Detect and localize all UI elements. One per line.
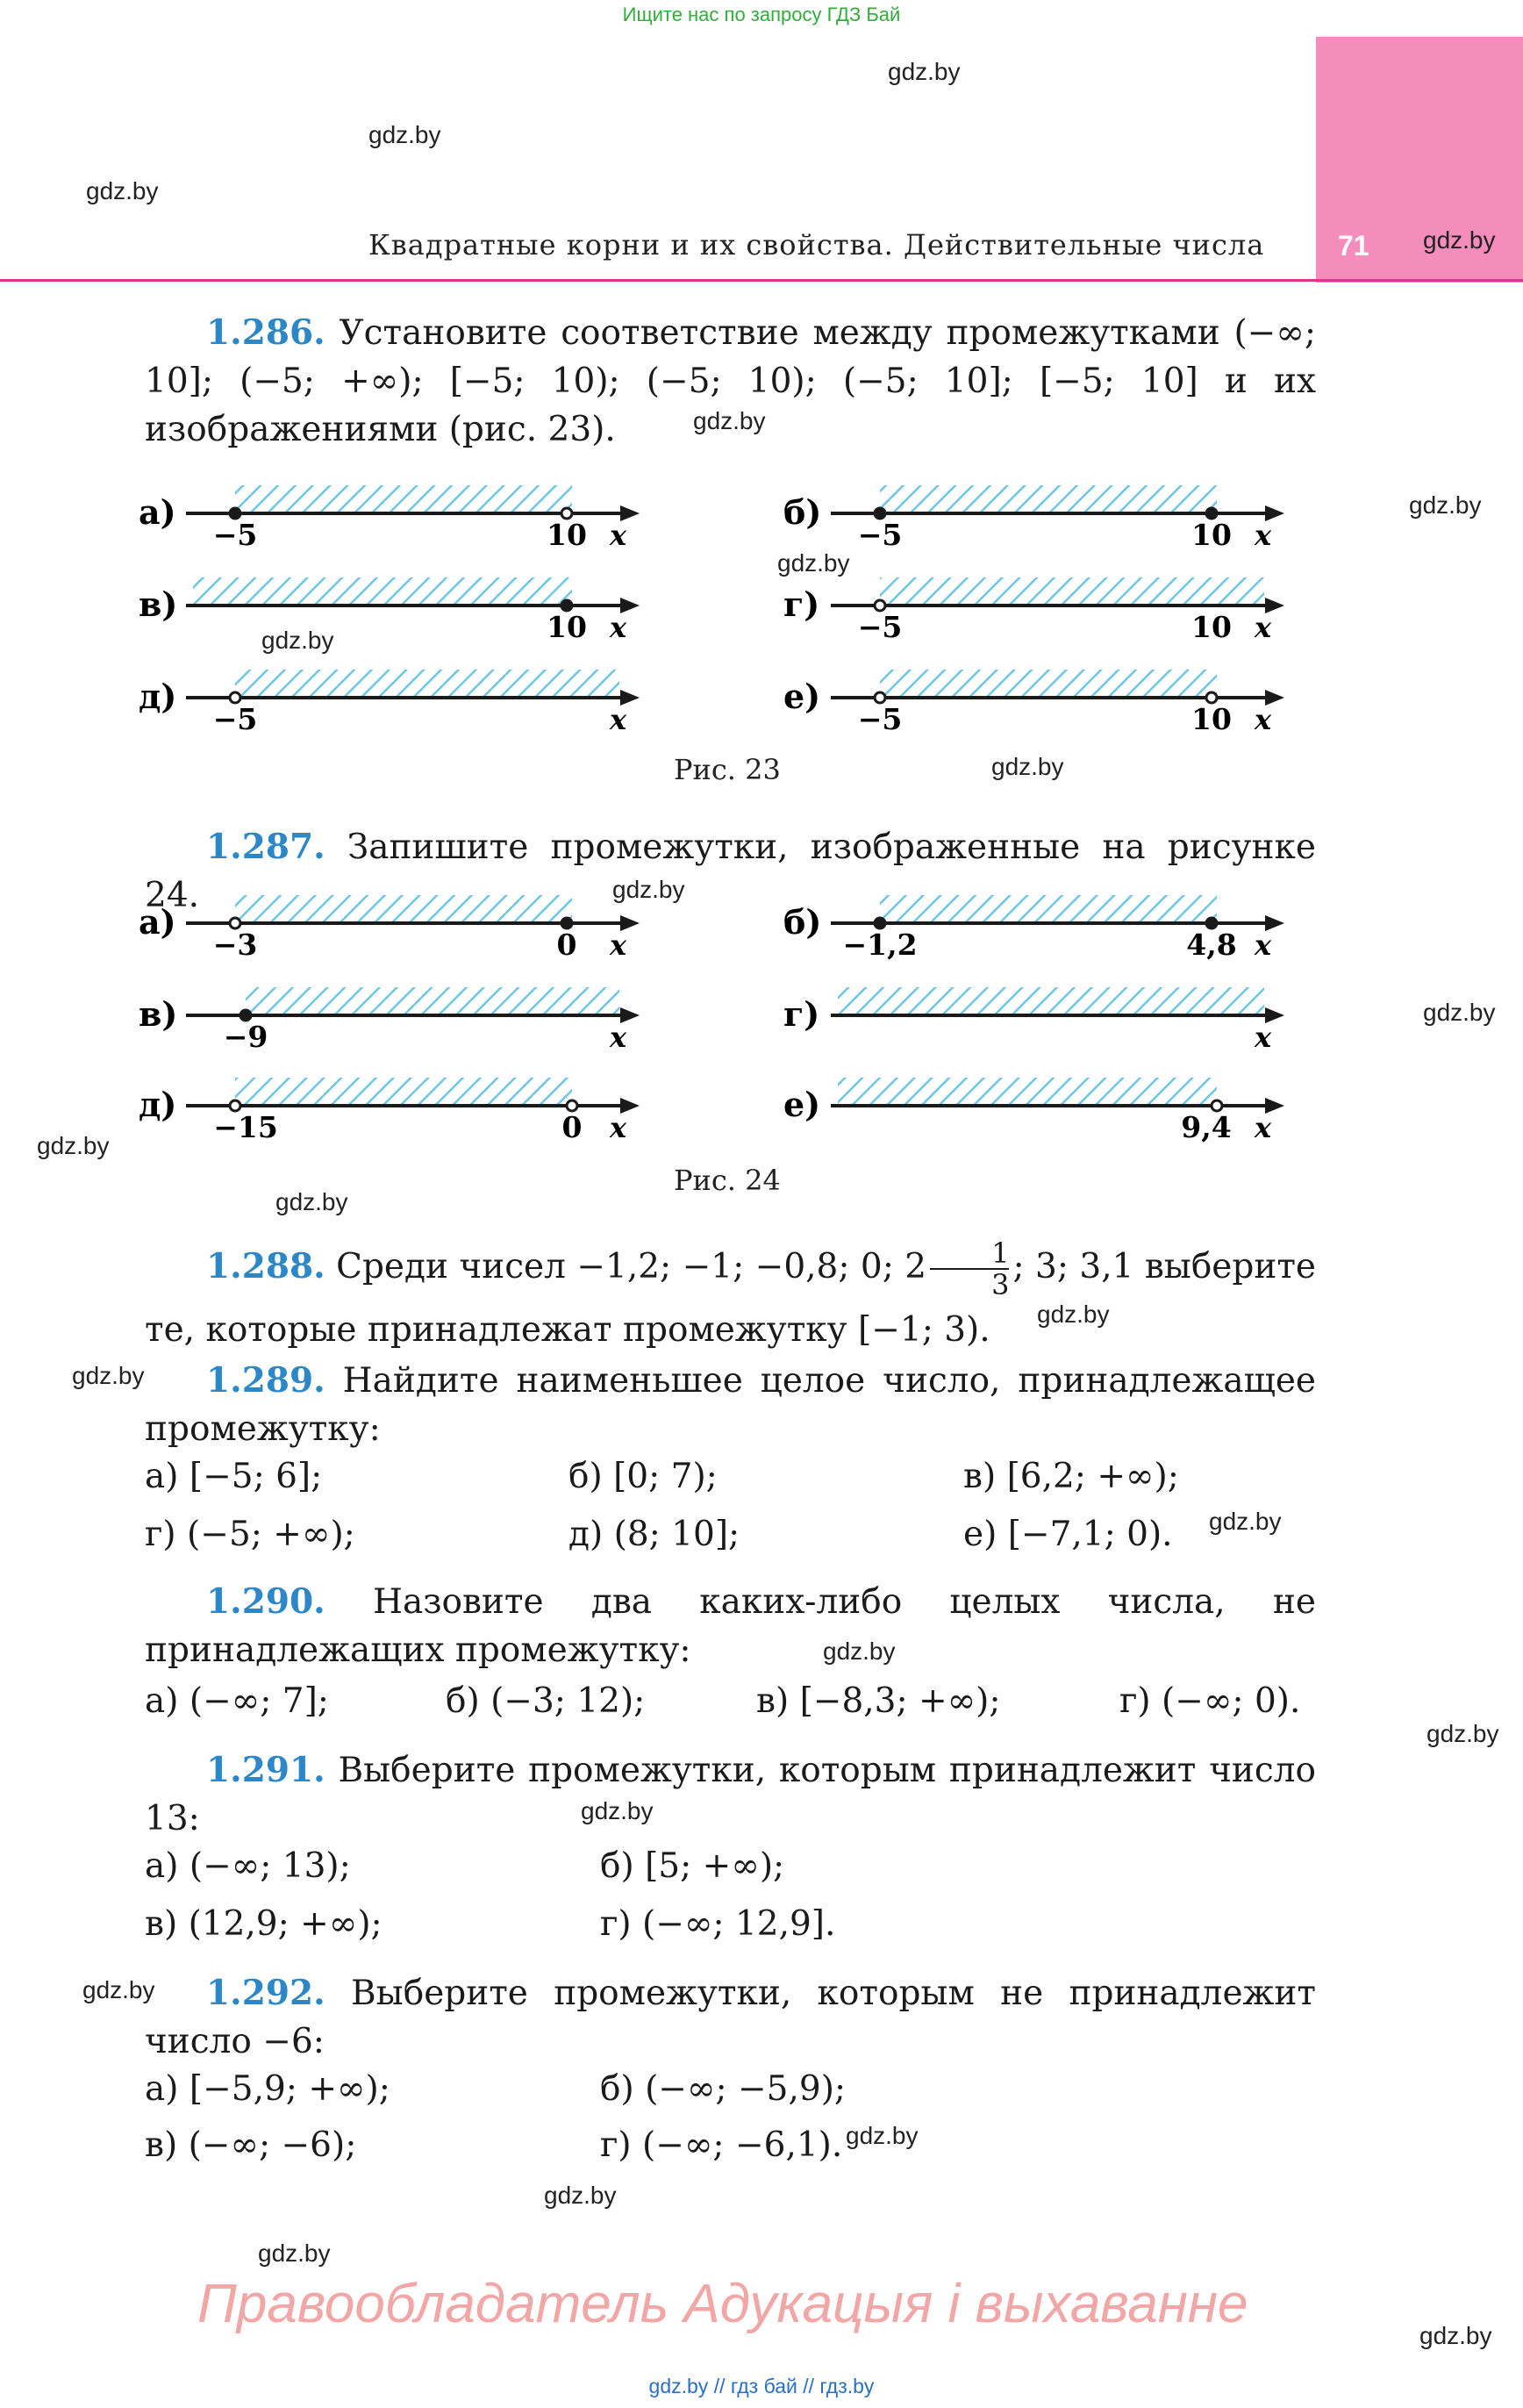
- number-line: [783, 895, 1284, 962]
- left-label: −5: [857, 610, 903, 644]
- answer-item: б) [5; +∞);: [600, 1846, 785, 1886]
- left-label: −15: [213, 1110, 278, 1144]
- number-line: [783, 485, 1284, 552]
- right-label: 10: [547, 518, 587, 552]
- fraction-denominator: 3: [930, 1268, 1009, 1300]
- axis-label: x: [1255, 1111, 1272, 1144]
- exercise-1291: [145, 1746, 1316, 1843]
- figure-23: [132, 474, 1316, 755]
- bottom-banner[interactable]: gdz.by // гдз бай // гдз.by: [648, 2375, 875, 2397]
- line-letter: д): [139, 1085, 177, 1124]
- line-letter: г): [783, 994, 820, 1034]
- line-letter: а): [139, 492, 176, 532]
- answer-item: в) (12,9; +∞);: [145, 1904, 383, 1944]
- hatch-region: [838, 1078, 1217, 1104]
- right-label: 0: [556, 928, 577, 962]
- number-line: [783, 577, 1284, 644]
- exercise-number: 1.287.: [206, 827, 325, 867]
- answer-item: г) (−∞; 12,9].: [600, 1904, 836, 1944]
- hatch-region: [235, 485, 572, 512]
- line-letter: г): [783, 584, 820, 624]
- left-label: −5: [857, 518, 903, 552]
- axis-label: x: [1255, 1021, 1272, 1054]
- line-letter: е): [783, 1085, 821, 1124]
- answer-item: а) (−∞; 13);: [145, 1846, 351, 1886]
- copyright-notice: Правообладатель Адукацыя і выхаванне: [197, 2274, 1248, 2334]
- line-letter: в): [139, 994, 178, 1034]
- axis-label: x: [610, 703, 627, 736]
- exercise-1292: [145, 1969, 1316, 2066]
- figure-24: [132, 886, 1316, 1176]
- exercise-number: 1.288.: [206, 1246, 325, 1286]
- axis-label: x: [1255, 928, 1272, 962]
- figure-caption: Рис. 24: [674, 1164, 781, 1197]
- left-label: −9: [223, 1020, 268, 1054]
- exercise-text: Найдите наименьшее целое число, принадлежащее промежутку:: [145, 1361, 1317, 1449]
- axis-label: x: [610, 611, 627, 644]
- exercise-text: ; 3; 3,1 выберите те, которые принадлежат промежутку [−1; 3).: [145, 1247, 1316, 1350]
- right-label: 9,4: [1181, 1110, 1232, 1144]
- watermark: gdz.by: [86, 177, 159, 204]
- answer-item: а) (−∞; 7];: [145, 1681, 329, 1721]
- hatch-region: [880, 670, 1217, 696]
- page-number: 71: [1338, 230, 1369, 262]
- fraction-numerator: 1: [991, 1236, 1010, 1270]
- answer-item: б) (−3; 12);: [446, 1681, 646, 1721]
- left-label: −5: [212, 702, 258, 736]
- watermark: gdz.by: [991, 753, 1064, 780]
- left-label: −1,2: [842, 928, 918, 962]
- watermark: gdz.by: [1423, 226, 1496, 254]
- answer-item: г) (−∞; 0).: [1119, 1681, 1301, 1721]
- hatch-region: [235, 1078, 572, 1104]
- number-line: [139, 987, 640, 1054]
- header-divider: [0, 279, 1523, 282]
- line-letter: а): [139, 902, 176, 942]
- exercise-1289: [145, 1357, 1316, 1453]
- right-label: 10: [1191, 702, 1232, 736]
- right-label: 4,8: [1186, 928, 1237, 962]
- hatch-region: [246, 987, 619, 1014]
- watermark: gdz.by: [72, 1362, 145, 1389]
- watermark: gdz.by: [368, 121, 441, 148]
- answer-item: г) (−5; +∞);: [145, 1515, 355, 1554]
- number-line: [139, 485, 640, 552]
- watermark: gdz.by: [693, 407, 766, 434]
- exercise-number: 1.286.: [206, 312, 325, 353]
- exercise-1290: [145, 1578, 1316, 1674]
- watermark: gdz.by: [777, 549, 850, 577]
- number-line: [139, 577, 640, 644]
- number-line: [139, 1078, 640, 1144]
- exercise-1286: [145, 309, 1316, 454]
- line-letter: б): [783, 902, 822, 942]
- watermark: gdz.by: [581, 1797, 654, 1824]
- axis-label: x: [1255, 611, 1272, 644]
- number-line: [783, 1078, 1284, 1144]
- exercise-text: Выберите промежутки, которым принадлежит число 13:: [145, 1751, 1317, 1838]
- answer-item: а) [−5,9; +∞);: [145, 2069, 390, 2109]
- watermark: gdz.by: [888, 58, 961, 85]
- answer-item: в) (−∞; −6);: [145, 2125, 357, 2165]
- watermark: gdz.by: [258, 2240, 331, 2267]
- answer-item: г) (−∞; −6,1).: [600, 2125, 843, 2165]
- top-banner[interactable]: Ищите нас по запросу ГДЗ Бай: [622, 4, 901, 25]
- watermark: gdz.by: [544, 2182, 617, 2209]
- exercise-text: Выберите промежутки, которым не принадлежит число −6:: [145, 1974, 1316, 2061]
- watermark: gdz.by: [261, 627, 334, 654]
- exercise-text: Среди чисел −1,2; −1; −0,8; 0; 2: [336, 1247, 927, 1286]
- exercise-text: Установите соответствие между промежутками (−∞; 10]; (−5; +∞); [−5; 10); (−5; 10); (−5; 10]; [−5; 10] и их изображениями (рис. 23).: [145, 313, 1316, 449]
- watermark: gdz.by: [1209, 1508, 1282, 1535]
- axis-label: x: [1255, 519, 1272, 552]
- running-head: Квадратные корни и их свойства. Действительные числа: [368, 228, 1265, 262]
- exercise-text: Назовите два каких-либо целых числа, не принадлежащих промежутку:: [145, 1582, 1316, 1670]
- exercise-number: 1.289.: [206, 1360, 325, 1401]
- axis-label: x: [610, 1021, 627, 1054]
- exercise-number: 1.292.: [206, 1973, 325, 2013]
- hatch-region: [880, 895, 1217, 921]
- fraction: [930, 1238, 1009, 1300]
- hatch-region: [880, 577, 1264, 604]
- answer-item: е) [−7,1; 0).: [963, 1515, 1173, 1554]
- line-letter: е): [783, 677, 821, 716]
- exercise-1288: [145, 1236, 1316, 1361]
- number-line: [783, 670, 1284, 736]
- line-letter: б): [783, 492, 822, 532]
- answer-item: д) (8; 10];: [568, 1515, 740, 1554]
- axis-label: x: [610, 519, 627, 552]
- watermark: gdz.by: [823, 1638, 896, 1665]
- number-line: [139, 895, 640, 962]
- watermark: gdz.by: [1423, 999, 1496, 1026]
- number-line: [783, 987, 1284, 1054]
- left-label: −5: [857, 702, 903, 736]
- exercise-text: Запишите промежутки, изображенные на рисунке 24.: [145, 828, 1317, 915]
- axis-label: x: [610, 928, 627, 962]
- hatch-region: [235, 670, 619, 696]
- watermark: gdz.by: [1419, 2322, 1492, 2349]
- watermark: gdz.by: [846, 2122, 919, 2149]
- left-label: −5: [212, 518, 258, 552]
- answer-item: б) [0; 7);: [568, 1457, 718, 1496]
- axis-label: x: [1255, 703, 1272, 736]
- answer-item: б) (−∞; −5,9);: [600, 2069, 847, 2109]
- hatch-region: [235, 895, 572, 921]
- answer-item: в) [6,2; +∞);: [963, 1457, 1179, 1496]
- line-letter: д): [139, 677, 177, 716]
- watermark: gdz.by: [82, 1976, 155, 2003]
- answer-item: в) [−8,3; +∞);: [756, 1681, 1001, 1721]
- figure-caption: Рис. 23: [674, 753, 781, 786]
- hatch-region: [838, 987, 1264, 1014]
- right-label: 10: [547, 610, 587, 644]
- axis-label: x: [610, 1111, 627, 1144]
- watermark: gdz.by: [37, 1132, 110, 1159]
- watermark: gdz.by: [1409, 491, 1482, 519]
- exercise-number: 1.291.: [206, 1750, 325, 1790]
- watermark: gdz.by: [612, 876, 685, 903]
- answer-item: а) [−5; 6];: [145, 1457, 323, 1496]
- watermark: gdz.by: [275, 1188, 348, 1215]
- hatch-region: [193, 577, 572, 604]
- right-label: 0: [561, 1110, 583, 1144]
- left-label: −3: [212, 928, 258, 962]
- line-letter: в): [139, 584, 178, 624]
- exercise-number: 1.290.: [206, 1581, 325, 1622]
- right-label: 10: [1191, 518, 1232, 552]
- watermark: gdz.by: [1426, 1720, 1499, 1747]
- right-label: 10: [1191, 610, 1232, 644]
- number-line: [139, 670, 640, 736]
- watermark: gdz.by: [1037, 1301, 1110, 1328]
- hatch-region: [880, 485, 1217, 512]
